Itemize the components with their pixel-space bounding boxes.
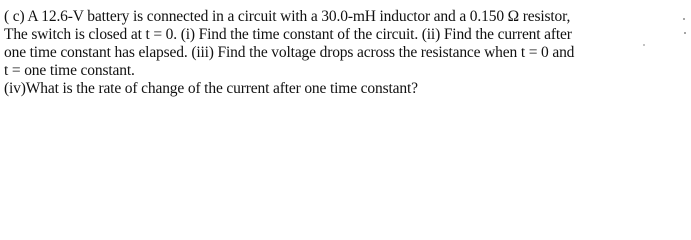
problem-line-4: t = one time constant. — [4, 62, 135, 79]
problem-line-5: (iv)What is the rate of change of the current after one time constant? — [4, 80, 418, 97]
scan-speck — [643, 44, 645, 46]
scan-speck — [683, 18, 685, 20]
scan-speck — [684, 32, 686, 34]
problem-text-block — [0, 0, 691, 118]
problem-line-1: ( c) A 12.6-V battery is connected in a circuit with a 30.0-mH inductor and a 0.150 Ω resistor, — [4, 8, 571, 25]
problem-line-3: one time constant has elapsed. (iii) Find the voltage drops across the resistance when t = 0 and — [4, 44, 575, 61]
problem-line-2: The switch is closed at t = 0. (i) Find the time constant of the circuit. (ii) Find the current after — [4, 26, 572, 43]
